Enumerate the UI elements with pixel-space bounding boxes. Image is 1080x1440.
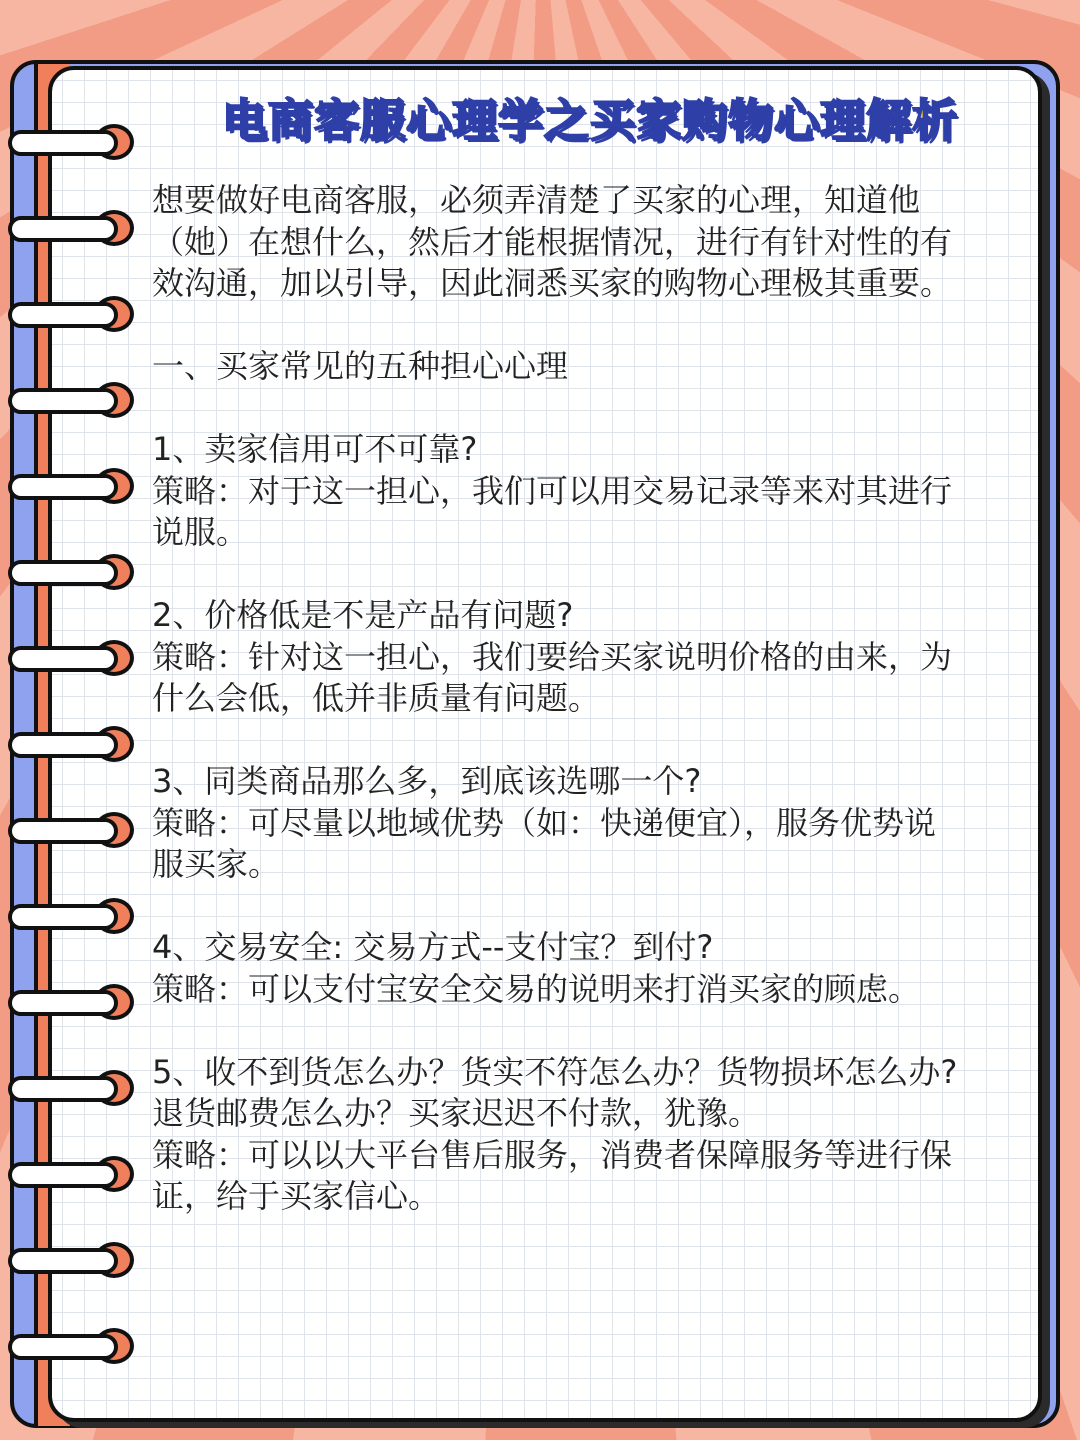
binder-ring-icon bbox=[8, 810, 130, 850]
intro-paragraph bbox=[152, 180, 1022, 305]
binder-ring-icon bbox=[8, 552, 130, 592]
item-question: 5、收不到货怎么办？货实不符怎么办？货物损坏怎么办? bbox=[152, 1052, 958, 1091]
intro-line: 效沟通，加以引导，因此洞悉买家的购物心理极其重要。 bbox=[152, 264, 953, 302]
item-strategy-line: 策略：针对这一担心，我们要给买家说明价格的由来，为 bbox=[152, 637, 953, 676]
section-heading: 一、买家常见的五种担心心理 bbox=[152, 347, 569, 385]
binder-ring-icon bbox=[8, 294, 130, 334]
binder-ring-icon bbox=[8, 122, 130, 162]
article-body bbox=[152, 180, 1022, 1218]
binder-ring-icon bbox=[8, 982, 130, 1022]
item-strategy-line: 策略：可尽量以地域优势（如：快递便宜），服务优势说 bbox=[152, 803, 937, 842]
binder-ring-icon bbox=[8, 896, 130, 936]
list-item bbox=[152, 761, 1022, 886]
binder-ring-icon bbox=[8, 466, 130, 506]
binder-ring-icon bbox=[8, 724, 130, 764]
item-question: 4、交易安全: 交易方式--支付宝？到付? bbox=[152, 928, 714, 966]
item-question: 3、同类商品那么多，到底该选哪一个? bbox=[152, 762, 702, 800]
item-strategy-line: 策略：对于这一担心，我们可以用交易记录等来对其进行 bbox=[152, 471, 953, 510]
list-item bbox=[152, 927, 1022, 1010]
page-title: 电商客服心理学之买家购物心理解析 bbox=[221, 94, 958, 147]
item-strategy-line: 什么会低，低并非质量有问题。 bbox=[152, 679, 601, 717]
item-question: 2、价格低是不是产品有问题? bbox=[152, 596, 574, 634]
item-question: 退货邮费怎么办？买家迟迟不付款，犹豫。 bbox=[152, 1094, 761, 1132]
intro-line: 想要做好电商客服，必须弄清楚了买家的心理，知道他 bbox=[152, 181, 921, 219]
binder-ring-icon bbox=[8, 1154, 130, 1194]
item-question: 1、卖家信用可不可靠? bbox=[152, 430, 478, 468]
list-item bbox=[152, 429, 1022, 554]
binder-ring-icon bbox=[8, 380, 130, 420]
item-strategy-line: 证，给于买家信心。 bbox=[152, 1177, 441, 1215]
intro-line: （她）在想什么，然后才能根据情况，进行有针对性的有 bbox=[152, 222, 953, 261]
item-strategy-line: 策略：可以以大平台售后服务，消费者保障服务等进行保 bbox=[152, 1135, 953, 1174]
binder-ring-icon bbox=[8, 638, 130, 678]
list-item bbox=[152, 1052, 1022, 1218]
binder-ring-icon bbox=[8, 1326, 130, 1366]
binder-ring-icon bbox=[8, 1068, 130, 1108]
item-strategy-line: 服买家。 bbox=[152, 845, 281, 883]
binder-ring-icon bbox=[8, 1240, 130, 1280]
list-item bbox=[152, 595, 1022, 720]
item-strategy-line: 说服。 bbox=[152, 513, 249, 551]
binder-ring-icon bbox=[8, 208, 130, 248]
item-strategy-line: 策略：可以支付宝安全交易的说明来打消买家的顾虑。 bbox=[152, 969, 921, 1008]
